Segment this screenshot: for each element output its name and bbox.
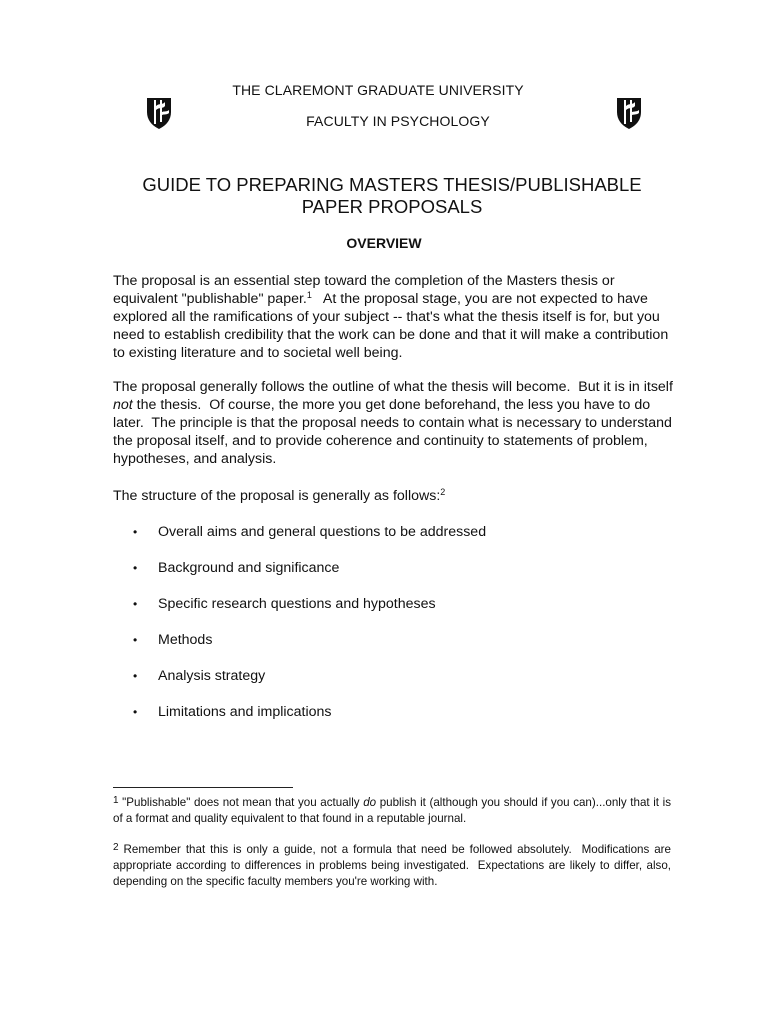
- paragraph-text: At the proposal stage, you are not expected to have explored all the ramifications of your subject -- that's what the thesis itself is for, but you need to establish credibility that the work can be done and that it will make a contribution to existing literature and to societal well being.: [113, 291, 673, 361]
- paragraph-outline: [113, 378, 675, 468]
- list-item: [113, 658, 675, 694]
- footnote-text: "Publishable" does not mean that you actually: [118, 796, 364, 809]
- footnote-number: 2: [113, 842, 119, 853]
- list-item-text: Limitations and implications: [158, 704, 332, 720]
- list-item-text: Methods: [158, 632, 213, 648]
- bullet-icon: •: [133, 669, 138, 683]
- faculty-name: FACULTY IN PSYCHOLOGY: [306, 113, 490, 129]
- footnote-text: Remember that this is only a guide, not a formula that need be followed absolutely. Modifications are appropriate according to differences in problems being investigated. Expectations are likely to differ, also, depending on the specific faculty members you're working with.: [113, 843, 675, 888]
- paragraph-structure-intro: [113, 487, 675, 505]
- bullet-icon: •: [133, 525, 138, 539]
- footnote-text: publish it (although you should if you can)...only that it is of a format and quality equivalent to that found in a reputable journal.: [113, 796, 675, 825]
- structure-list: [113, 514, 675, 730]
- emphasis-text: do: [363, 796, 377, 809]
- section-heading: OVERVIEW: [346, 235, 422, 251]
- university-name: THE CLAREMONT GRADUATE UNIVERSITY: [232, 82, 524, 98]
- footnote-reference: 2: [440, 487, 446, 497]
- paragraph-intro: [113, 272, 675, 362]
- bullet-icon: •: [133, 705, 138, 719]
- list-item: [113, 514, 675, 550]
- list-item: [113, 694, 675, 730]
- footnote-1: [113, 795, 675, 827]
- paragraph-text: The proposal generally follows the outline of what the thesis will become. But it is in itself: [113, 379, 677, 395]
- list-item-text: Analysis strategy: [158, 668, 266, 684]
- paragraph-text: the thesis. Of course, the more you get done beforehand, the less you have to do later. The principle is that the proposal needs to contain what is necessary to understand the proposal itself, and to provide coherence and continuity to statements of problem, hypotheses, and analysis.: [113, 397, 676, 467]
- list-item: [113, 550, 675, 586]
- footnote-number: 1: [113, 795, 119, 806]
- footnote-reference: 1: [306, 290, 312, 300]
- list-item-text: Background and significance: [158, 560, 340, 576]
- list-item-text: Overall aims and general questions to be addressed: [158, 524, 487, 540]
- paragraph-text: The structure of the proposal is generally as follows:: [113, 488, 441, 504]
- list-item-text: Specific research questions and hypotheses: [158, 596, 436, 612]
- list-item: [113, 622, 675, 658]
- bullet-icon: •: [133, 633, 138, 647]
- emphasis-text: not: [113, 397, 133, 413]
- document-title: GUIDE TO PREPARING MASTERS THESIS/PUBLISHABLE PAPER PROPOSALS: [142, 174, 642, 217]
- bullet-icon: •: [133, 561, 138, 575]
- footnote-divider: [113, 787, 293, 788]
- footnote-2: [113, 842, 675, 890]
- list-item: [113, 586, 675, 622]
- paragraph-text: The proposal is an essential step toward the completion of the Masters thesis or equivalent "publishable" paper.: [113, 273, 615, 307]
- bullet-icon: •: [133, 597, 138, 611]
